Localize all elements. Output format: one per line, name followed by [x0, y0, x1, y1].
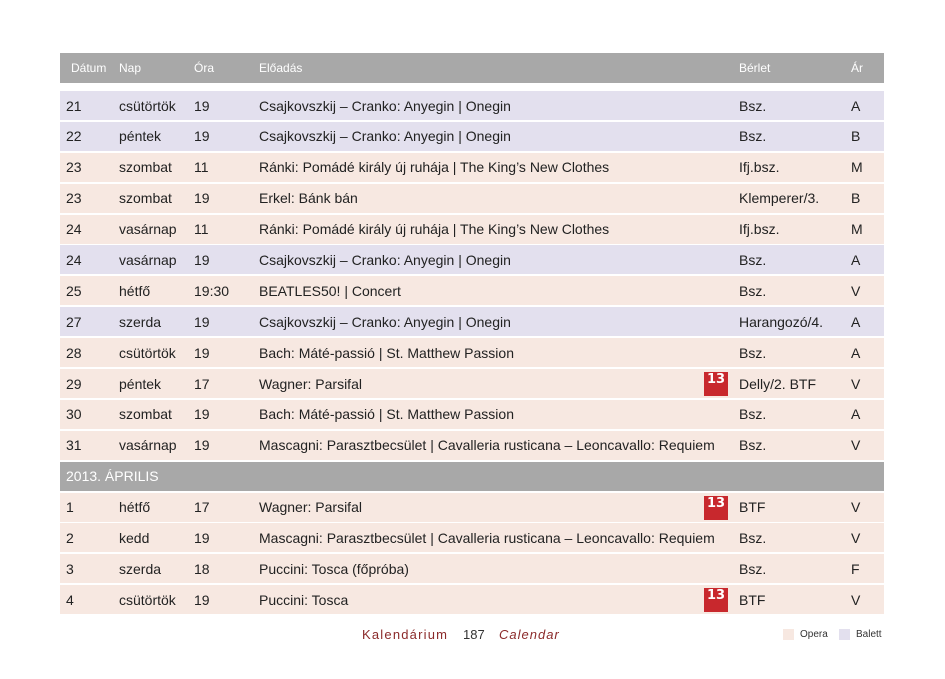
row-date: 23	[66, 190, 82, 207]
row-price: B	[851, 190, 861, 207]
row-price: M	[851, 221, 863, 238]
badge-subtext	[704, 387, 728, 391]
row-title: Csajkovszkij – Cranko: Anyegin | Onegin	[259, 313, 511, 330]
row-title: Csajkovszkij – Cranko: Anyegin | Onegin	[259, 97, 511, 114]
table-row	[60, 400, 884, 429]
row-date: 4	[66, 591, 74, 608]
table-row	[60, 153, 884, 182]
footer-right-title: Calendar	[499, 627, 560, 642]
row-time: 19	[194, 313, 210, 330]
badge-number: 13	[706, 495, 726, 511]
row-day: vasárnap	[119, 251, 177, 268]
row-subscription: Bsz.	[739, 282, 767, 299]
table-row	[60, 276, 884, 305]
row-date: 22	[66, 128, 82, 145]
row-date: 27	[66, 313, 82, 330]
row-day: csütörtök	[119, 344, 176, 361]
row-time: 19	[194, 591, 210, 608]
row-price: M	[851, 159, 863, 176]
row-price: A	[851, 344, 861, 361]
festival-13-logo-icon	[704, 496, 728, 520]
table-row	[60, 307, 884, 336]
row-subscription: Bsz.	[739, 251, 767, 268]
row-date: 29	[66, 375, 82, 392]
calendar-table	[60, 53, 884, 616]
row-subscription: Bsz.	[739, 437, 767, 454]
header-time: Óra	[194, 61, 215, 75]
row-subscription: Bsz.	[739, 97, 767, 114]
row-day: vasárnap	[119, 221, 177, 238]
page-number: 187	[463, 627, 485, 642]
legend-balett	[839, 629, 882, 640]
table-row	[60, 184, 884, 213]
row-day: szombat	[119, 159, 172, 176]
row-title: Wagner: Parsifal	[259, 499, 362, 516]
row-title: Wagner: Parsifal	[259, 375, 362, 392]
legend-balett-label: Balett	[856, 629, 882, 640]
table-row	[60, 215, 884, 244]
table-header	[60, 53, 884, 83]
row-title: Ránki: Pomádé király új ruhája | The King’s New Clothes	[259, 159, 610, 176]
table-row	[60, 585, 884, 614]
row-time: 19	[194, 437, 210, 454]
row-title: Csajkovszkij – Cranko: Anyegin | Onegin	[259, 128, 511, 145]
row-title: Ránki: Pomádé király új ruhája | The King’s New Clothes	[259, 221, 610, 238]
row-subscription: Ifj.bsz.	[739, 221, 780, 238]
row-time: 11	[194, 221, 209, 238]
row-date: 1	[66, 499, 74, 516]
row-title: Puccini: Tosca	[259, 591, 349, 608]
row-price: A	[851, 97, 861, 114]
row-time: 17	[194, 375, 210, 392]
row-day: kedd	[119, 529, 150, 546]
legend-opera-swatch	[783, 629, 794, 640]
row-time: 19	[194, 406, 210, 423]
march-rows	[60, 91, 884, 460]
row-subscription: BTF	[739, 499, 766, 516]
row-price: A	[851, 313, 861, 330]
festival-13-logo-icon	[704, 588, 728, 612]
row-day: péntek	[119, 375, 162, 392]
row-day: szerda	[119, 313, 162, 330]
row-time: 19	[194, 251, 210, 268]
row-subscription: Bsz.	[739, 529, 767, 546]
row-title: Mascagni: Parasztbecsület | Cavalleria rusticana – Leoncavallo: Requiem	[259, 437, 715, 454]
badge-subtext	[704, 511, 728, 515]
row-subscription: Harangozó/4.	[739, 313, 824, 330]
row-time: 19	[194, 190, 210, 207]
row-price: B	[851, 128, 861, 145]
row-title: Csajkovszkij – Cranko: Anyegin | Onegin	[259, 251, 511, 268]
row-subscription: Klemperer/3.	[739, 190, 820, 207]
row-title: Bach: Máté-passió | St. Matthew Passion	[259, 344, 514, 361]
row-subscription: Bsz.	[739, 560, 767, 577]
row-day: szombat	[119, 190, 172, 207]
row-date: 24	[66, 251, 82, 268]
row-time: 19	[194, 344, 210, 361]
row-day: péntek	[119, 128, 162, 145]
row-day: csütörtök	[119, 591, 176, 608]
row-date: 3	[66, 560, 74, 577]
header-price: Ár	[851, 61, 863, 75]
row-price: A	[851, 251, 861, 268]
header-date: Dátum	[71, 61, 107, 75]
row-day: hétfő	[119, 499, 151, 516]
row-date: 31	[66, 437, 82, 454]
header-title: Előadás	[259, 61, 303, 75]
row-day: szombat	[119, 406, 172, 423]
row-price: V	[851, 499, 861, 516]
row-title: Mascagni: Parasztbecsület | Cavalleria rusticana – Leoncavallo: Requiem	[259, 529, 715, 546]
row-date: 30	[66, 406, 82, 423]
row-time: 19	[194, 97, 210, 114]
row-price: F	[851, 560, 860, 577]
badge-number: 13	[706, 588, 726, 604]
table-row	[60, 523, 884, 552]
legend-opera	[783, 629, 828, 640]
row-title: Bach: Máté-passió | St. Matthew Passion	[259, 406, 514, 423]
row-title: Erkel: Bánk bán	[259, 190, 358, 207]
badge-number: 13	[706, 372, 726, 388]
april-rows	[60, 493, 884, 615]
row-date: 28	[66, 344, 82, 361]
table-row	[60, 122, 884, 151]
row-price: V	[851, 437, 861, 454]
footer-left-title: Kalendárium	[362, 627, 449, 642]
row-title: Puccini: Tosca (főpróba)	[259, 560, 409, 577]
row-day: vasárnap	[119, 437, 177, 454]
section-april: 2013. ÁPRILIS	[60, 462, 884, 491]
legend-balett-swatch	[839, 629, 850, 640]
header-day: Nap	[119, 61, 142, 75]
row-date: 23	[66, 159, 82, 176]
row-time: 19	[194, 128, 210, 145]
header-subscription: Bérlet	[739, 61, 771, 75]
row-subscription: Bsz.	[739, 344, 767, 361]
table-row	[60, 369, 884, 398]
badge-subtext	[704, 603, 728, 607]
row-day: szerda	[119, 560, 162, 577]
table-row	[60, 338, 884, 367]
festival-13-logo-icon	[704, 372, 728, 396]
row-time: 11	[194, 159, 209, 176]
row-price: V	[851, 282, 861, 299]
row-date: 25	[66, 282, 82, 299]
row-date: 24	[66, 221, 82, 238]
row-day: csütörtök	[119, 97, 176, 114]
row-subscription: Delly/2. BTF	[739, 375, 817, 392]
row-time: 19	[194, 529, 210, 546]
header-gap	[60, 83, 884, 91]
row-price: V	[851, 529, 861, 546]
table-row	[60, 431, 884, 460]
row-subscription: Bsz.	[739, 406, 767, 423]
row-price: V	[851, 591, 861, 608]
row-subscription: Ifj.bsz.	[739, 159, 780, 176]
row-subscription: BTF	[739, 591, 766, 608]
table-row	[60, 245, 884, 274]
row-title: BEATLES50! | Concert	[259, 282, 401, 299]
row-time: 17	[194, 499, 210, 516]
table-row	[60, 91, 884, 120]
table-row	[60, 493, 884, 522]
table-row	[60, 554, 884, 583]
row-time: 18	[194, 560, 210, 577]
row-date: 2	[66, 529, 74, 546]
row-subscription: Bsz.	[739, 128, 767, 145]
row-time: 19:30	[194, 282, 230, 299]
row-date: 21	[66, 97, 82, 114]
row-price: A	[851, 406, 861, 423]
row-day: hétfő	[119, 282, 151, 299]
row-price: V	[851, 375, 861, 392]
legend-opera-label: Opera	[800, 629, 828, 640]
